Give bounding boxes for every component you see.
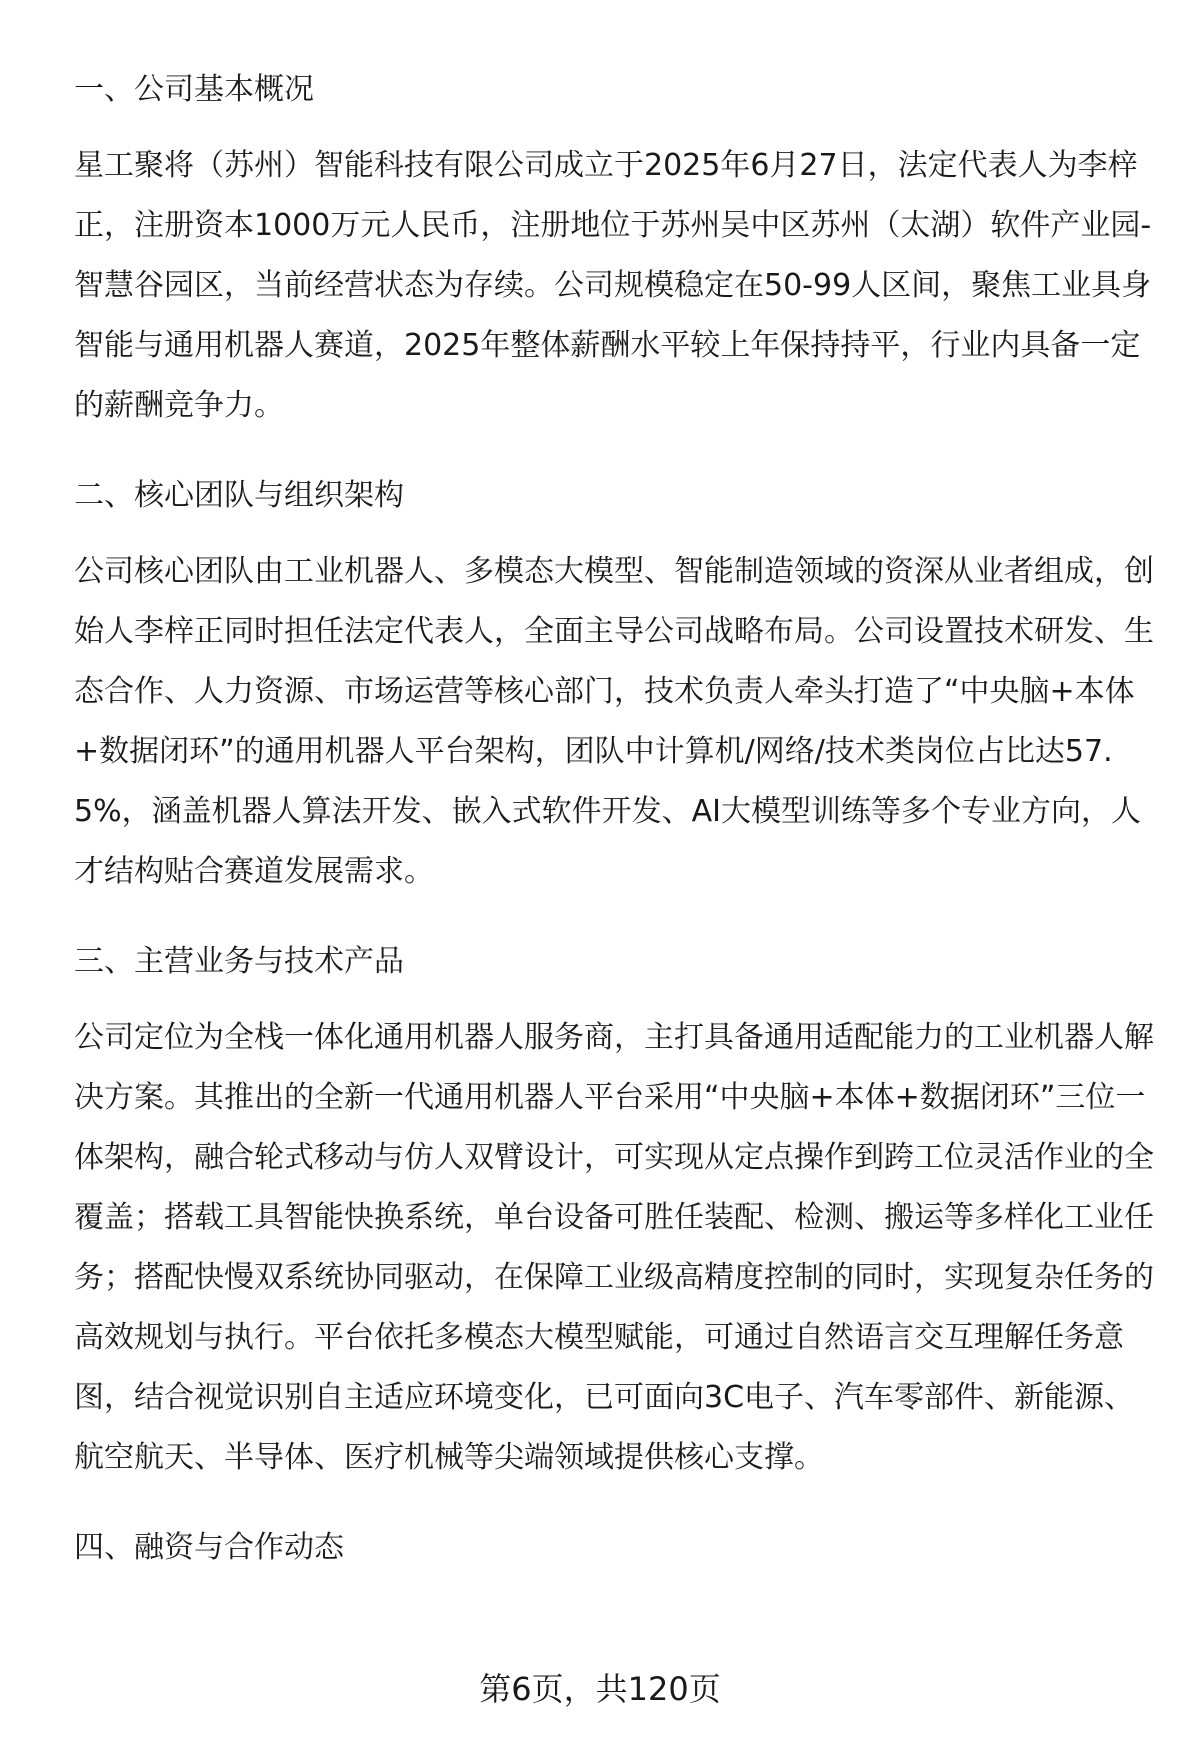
section-body-business: 公司定位为全栈一体化通用机器人服务商，主打具备通用适配能力的工业机器人解决方案。其推出的全新一代通用机器人平台采用“中央脑+本体+数据闭环”三位一体架构，融合轮式移动与仿人双臂设计，可实现从定点操作到跨工位灵活作业的全覆盖；搭载工具智能快换系统，单台设备可胜任装配、检测、搬运等多样化工业任务；搭配快慢双系统协同驱动，在保障工业级高精度控制的同时，实现复杂任务的高效规划与执行。平台依托多模态大模型赋能，可通过自然语言交互理解任务意图，结合视觉识别自主适应环境变化，已可面向3C电子、汽车零部件、新能源、航空航天、半导体、医疗机械等尖端领域提供核心支撑。 — [74, 1020, 1154, 1475]
document-content — [74, 60, 1164, 1594]
section-heading-overview: 一、公司基本概况 — [74, 72, 314, 107]
section-heading-team: 二、核心团队与组织架构 — [74, 478, 404, 513]
section-heading-business: 三、主营业务与技术产品 — [74, 944, 404, 979]
page-number-footer: 第6页，共120页 — [479, 1670, 721, 1708]
section-body-overview: 星工聚将（苏州）智能科技有限公司成立于2025年6月27日，法定代表人为李梓正，注册资本1000万元人民币，注册地位于苏州吴中区苏州（太湖）软件产业园-智慧谷园区，当前经营状态为存续。公司规模稳定在50-99人区间，聚焦工业具身智能与通用机器人赛道，2025年整体薪酬水平较上年保持持平，行业内具备一定的薪酬竞争力。 — [74, 148, 1152, 423]
section-heading-financing: 四、融资与合作动态 — [74, 1530, 344, 1565]
section-body-team: 公司核心团队由工业机器人、多模态大模型、智能制造领域的资深从业者组成，创始人李梓正同时担任法定代表人，全面主导公司战略布局。公司设置技术研发、生态合作、人力资源、市场运营等核心部门，技术负责人牵头打造了“中央脑+本体+数据闭环”的通用机器人平台架构，团队中计算机/网络/技术类岗位占比达57.5%，涵盖机器人算法开发、嵌入式软件开发、AI大模型训练等多个专业方向，人才结构贴合赛道发展需求。 — [74, 554, 1154, 889]
